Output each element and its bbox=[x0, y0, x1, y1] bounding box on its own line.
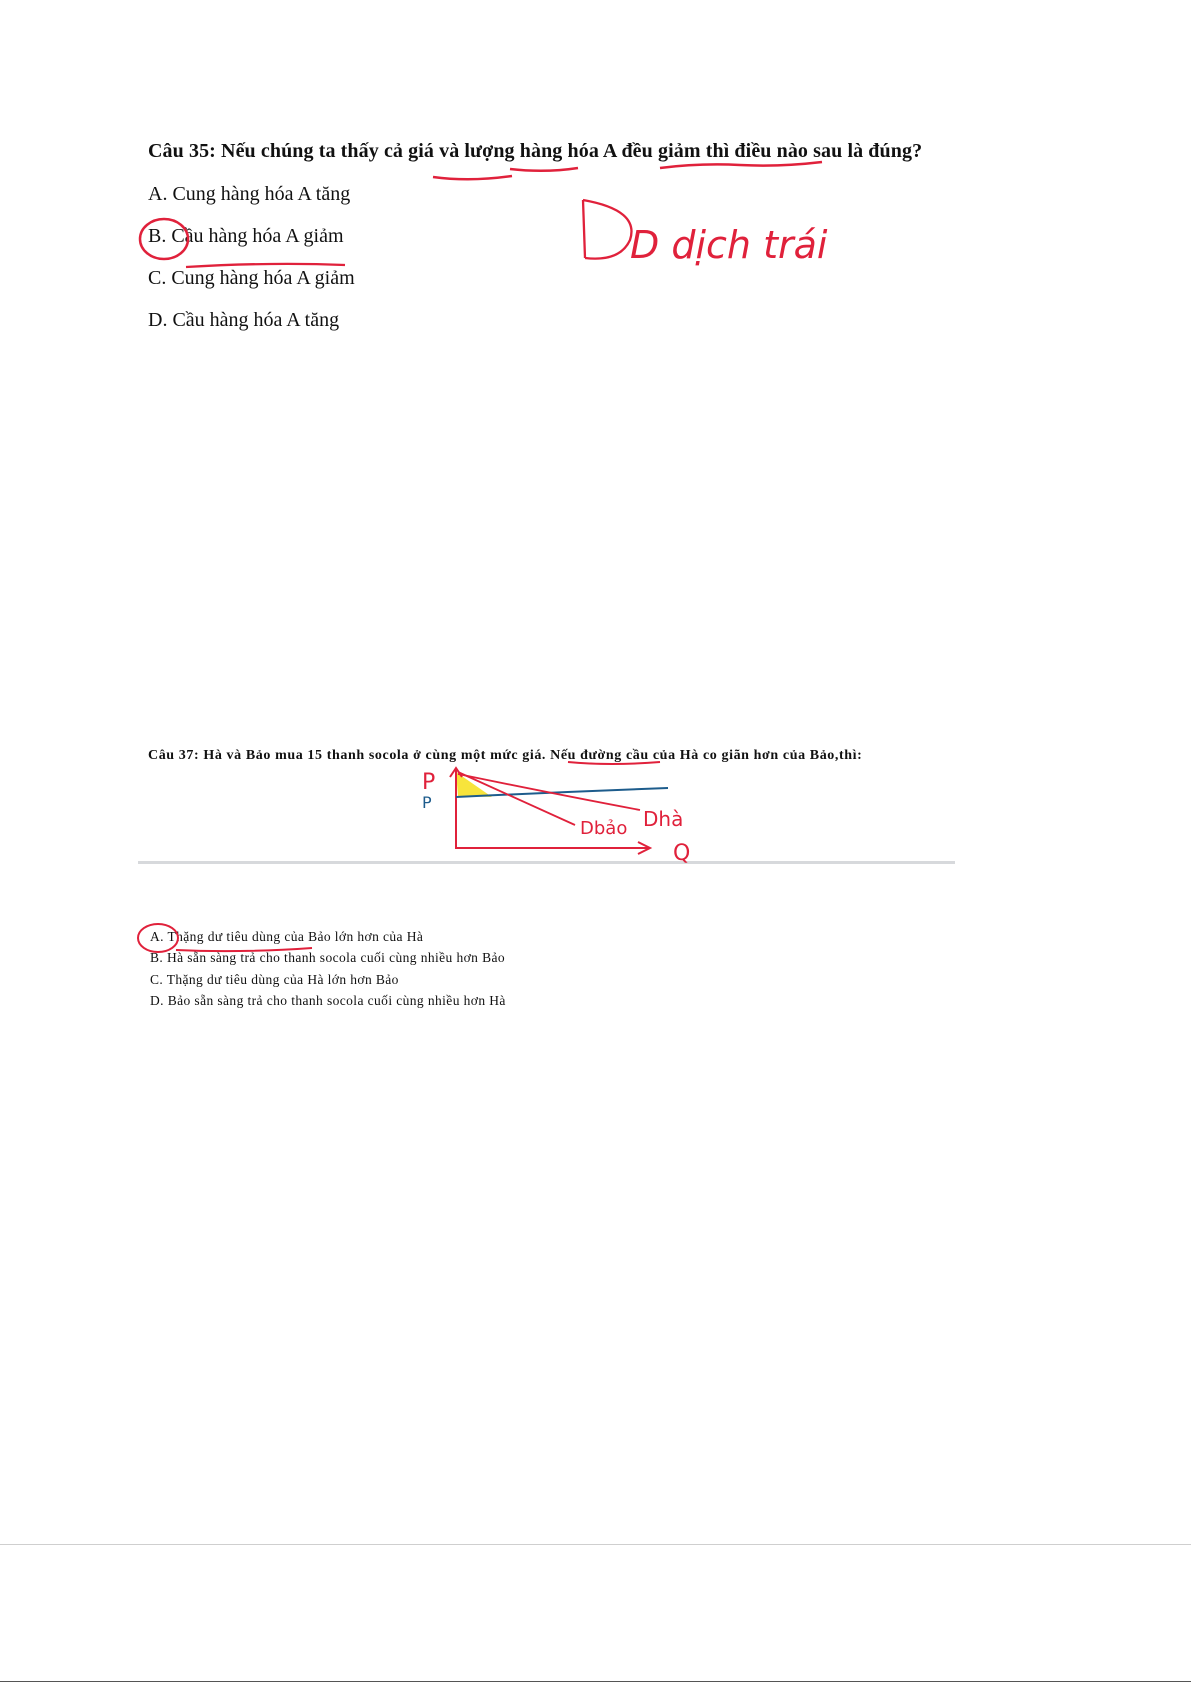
axis-price-level-label: P bbox=[422, 793, 432, 812]
q35-option-d: D. Cầu hàng hóa A tăng bbox=[148, 309, 340, 331]
q37-option-d: D. Bảo sẵn sàng trả cho thanh socola cuối cùng nhiều hơn Hà bbox=[150, 993, 506, 1008]
axis-p-label: P bbox=[422, 770, 436, 795]
surplus-highlight bbox=[456, 772, 492, 797]
page-bottom-divider bbox=[0, 1544, 1191, 1545]
screenshot-divider bbox=[138, 861, 955, 864]
footer-line bbox=[0, 1681, 1191, 1682]
q35-option-c: C. Cung hàng hóa A giảm bbox=[148, 267, 355, 289]
p-arrow-head bbox=[450, 768, 462, 777]
demand-ha-label: Dhà bbox=[643, 807, 684, 831]
q35-option-a: A. Cung hàng hóa A tăng bbox=[148, 183, 351, 205]
demand-ha-line bbox=[458, 774, 640, 810]
q37-option-c: C. Thặng dư tiêu dùng của Hà lớn hơn Bảo bbox=[150, 972, 399, 987]
demand-bao-line bbox=[458, 772, 575, 825]
q-arrow-head bbox=[638, 842, 650, 854]
demand-bao-label: Dbảo bbox=[580, 818, 628, 839]
underline-luong bbox=[510, 168, 578, 171]
q37-question: Câu 37: Hà và Bảo mua 15 thanh socola ở cùng một mức giá. Nếu đường cầu của Hà co giãn hơn của Bảo,thì: bbox=[148, 748, 863, 763]
underline-gia bbox=[433, 176, 512, 179]
price-line bbox=[456, 788, 668, 797]
handwriting-D bbox=[583, 200, 631, 259]
q37-option-a: A. Thặng dư tiêu dùng của Bảo lớn hơn của Hà bbox=[150, 929, 424, 944]
q35-question: Câu 35: Nếu chúng ta thấy cả giá và lượng hàng hóa A đều giảm thì điều nào sau là đúng? bbox=[148, 140, 923, 162]
handwriting-note: D dịch trái bbox=[630, 223, 828, 267]
graph-axes bbox=[456, 770, 648, 848]
q35-option-b: B. Cầu hàng hóa A giảm bbox=[148, 225, 344, 247]
axis-q-label: Q bbox=[673, 841, 691, 866]
q37-option-b: B. Hà sẵn sàng trả cho thanh socola cuối cùng nhiều hơn Bảo bbox=[150, 950, 506, 965]
